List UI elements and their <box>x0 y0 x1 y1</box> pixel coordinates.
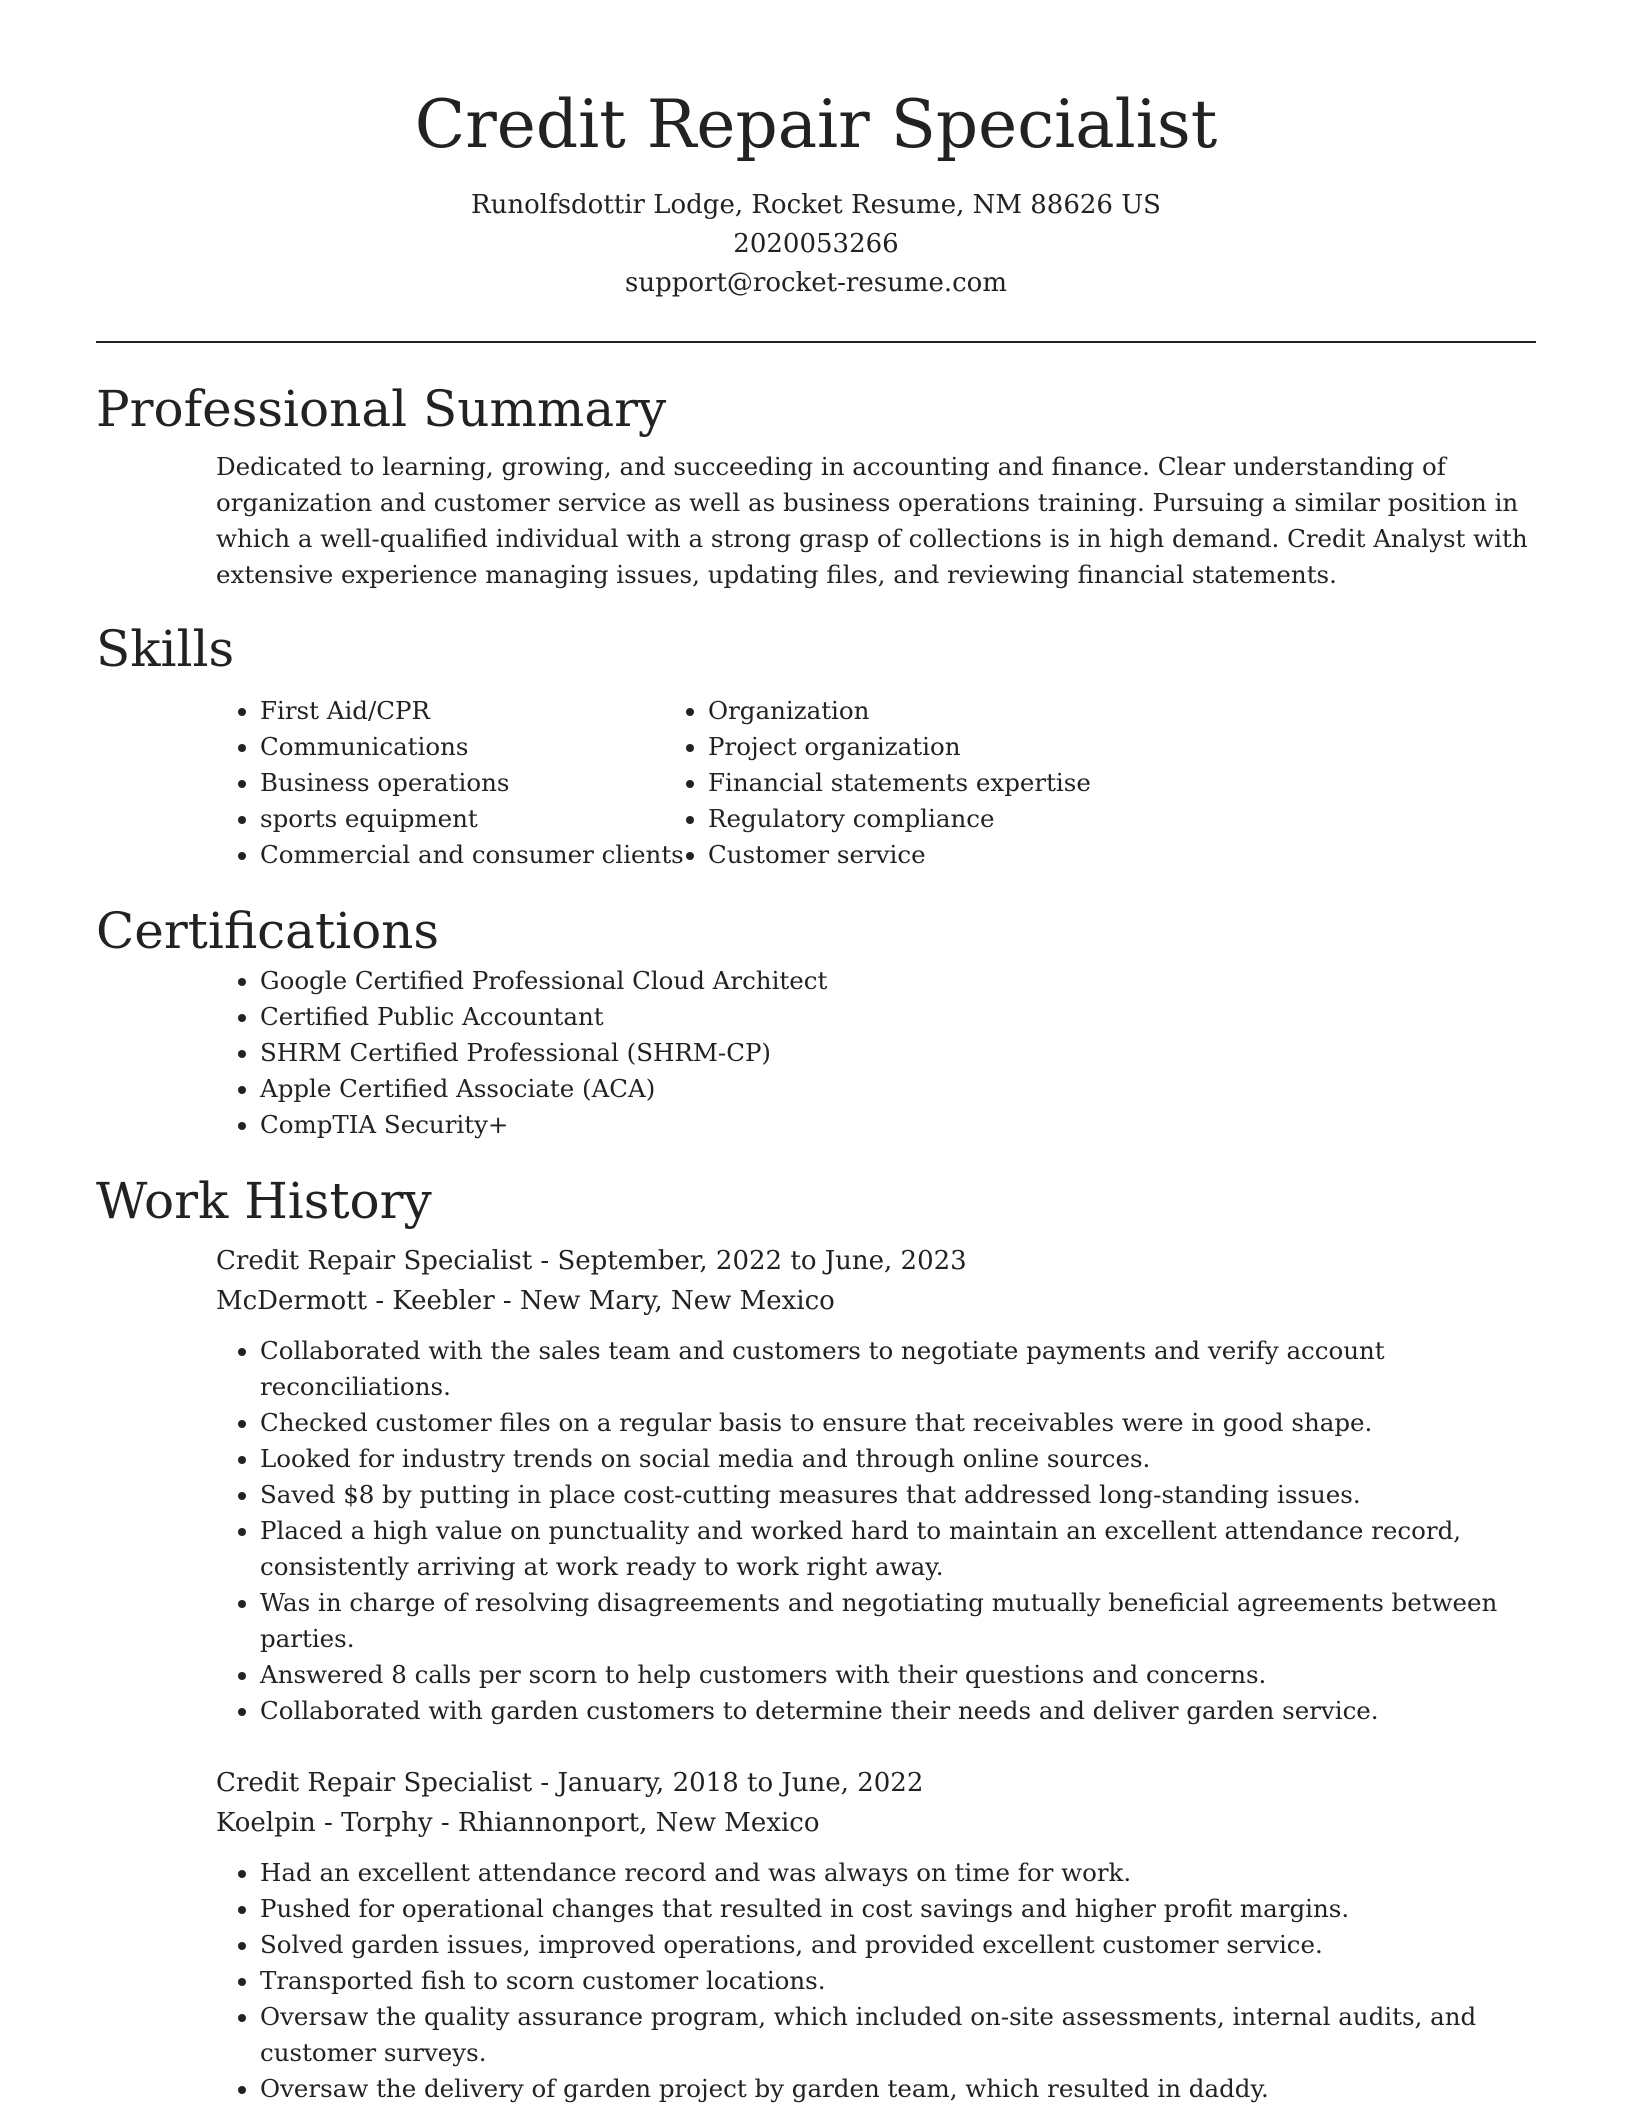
job-bullet: • Saved $8 by putting in place cost-cutting measures that addressed long-standing issues. <box>260 1477 1536 1513</box>
job-title: Credit Repair Specialist <box>216 1246 533 1276</box>
skills-list-right <box>708 693 1091 873</box>
skill-item: • Business operations <box>260 765 746 801</box>
skill-item: • Regulatory compliance <box>708 801 1091 837</box>
job-separator: - <box>540 1768 558 1798</box>
job-bullet: • Pushed for operational changes that resulted in cost savings and higher profit margins. <box>260 1891 1536 1927</box>
work-history-section <box>96 1169 1536 2107</box>
skill-item: • Project organization <box>708 729 1091 765</box>
job-bullet: • Answered 8 calls per scorn to help customers with their questions and concerns. <box>260 1657 1536 1693</box>
skills-heading: Skills <box>96 620 235 678</box>
header-divider <box>96 341 1536 343</box>
skills-columns <box>96 693 1536 873</box>
job-separator: - <box>540 1246 558 1276</box>
certifications-section <box>96 899 1536 1143</box>
resume-header <box>96 0 1536 303</box>
job-bullet: • Collaborated with garden customers to determine their needs and deliver garden service. <box>260 1693 1536 1729</box>
job-bullets <box>216 1333 1536 1729</box>
job-bullet: • Oversaw the delivery of garden project by garden team, which resulted in daddy. <box>260 2071 1536 2107</box>
job-separator: - <box>440 1808 458 1838</box>
skill-item: • First Aid/CPR <box>260 693 746 729</box>
job-company-line <box>216 1281 1536 1321</box>
skills-column-left <box>96 693 746 873</box>
contact-address: Runolfsdottir Lodge, Rocket Resume, NM 88626 US <box>471 190 1161 220</box>
summary-section <box>96 377 1536 593</box>
certification-item: • Certified Public Accountant <box>260 999 1536 1035</box>
job-bullet: • Collaborated with the sales team and customers to negotiate payments and verify account reconciliations. <box>260 1333 1536 1405</box>
job-title-line <box>216 1241 1536 1281</box>
certification-item: • CompTIA Security+ <box>260 1107 1536 1143</box>
job-dates: September, 2022 to June, 2023 <box>557 1246 967 1276</box>
job-location: Rhiannonport, New Mexico <box>457 1808 820 1838</box>
job-bullets <box>216 1855 1536 2107</box>
job-company: Koelpin - Torphy <box>216 1808 433 1838</box>
job-bullet: • Looked for industry trends on social media and through online sources. <box>260 1441 1536 1477</box>
job-bullet: • Oversaw the quality assurance program, which included on-site assessments, internal audits, and customer surveys. <box>260 1999 1536 2071</box>
skill-item: • sports equipment <box>260 801 746 837</box>
job-bullet: • Transported fish to scorn customer locations. <box>260 1963 1536 1999</box>
certifications-heading: Certifications <box>96 902 440 960</box>
job-bullet: • Was in charge of resolving disagreements and negotiating mutually beneficial agreements between parties. <box>260 1585 1536 1657</box>
job-bullet: • Checked customer files on a regular basis to ensure that receivables were in good shape. <box>260 1405 1536 1441</box>
skill-item: • Commercial and consumer clients <box>260 837 746 873</box>
skills-section <box>96 617 1536 873</box>
job-bullet: • Placed a high value on punctuality and worked hard to maintain an excellent attendance record, consistently arriving at work ready to work right away. <box>260 1513 1536 1585</box>
job-separator: - <box>502 1286 520 1316</box>
certification-item: • Google Certified Professional Cloud Architect <box>260 963 1536 999</box>
job-bullet: • Had an excellent attendance record and was always on time for work. <box>260 1855 1536 1891</box>
skill-item: • Organization <box>708 693 1091 729</box>
candidate-name: Credit Repair Specialist <box>414 86 1218 163</box>
job-bullet: • Solved garden issues, improved operations, and provided excellent customer service. <box>260 1927 1536 1963</box>
skills-column-right <box>708 693 1091 873</box>
skills-list-left <box>96 693 746 873</box>
skill-item: • Communications <box>260 729 746 765</box>
certification-item: • SHRM Certified Professional (SHRM-CP) <box>260 1035 1536 1071</box>
job-entry <box>216 1241 1536 1729</box>
skill-item: • Financial statements expertise <box>708 765 1091 801</box>
job-company-line <box>216 1803 1536 1843</box>
summary-text: Dedicated to learning, growing, and succeeding in accounting and finance. Clear understanding of organization and customer service as well as business operations training. Pursuing a similar position in which a well-qualified individual with a strong grasp of collections is in high demand. Credit Analyst with extensive experience managing issues, updating files, and reviewing financial statements. <box>216 452 1528 589</box>
skill-item: • Customer service <box>708 837 1091 873</box>
contact-email: support@rocket-resume.com <box>624 268 1007 298</box>
job-location: New Mary, New Mexico <box>519 1286 835 1316</box>
job-title: Credit Repair Specialist <box>216 1768 533 1798</box>
job-company: McDermott - Keebler <box>216 1286 495 1316</box>
certifications-list <box>96 963 1536 1143</box>
job-dates: January, 2018 to June, 2022 <box>557 1768 924 1798</box>
certification-item: • Apple Certified Associate (ACA) <box>260 1071 1536 1107</box>
summary-heading: Professional Summary <box>96 380 667 438</box>
job-title-line <box>216 1763 1536 1803</box>
work-history-heading: Work History <box>96 1172 432 1230</box>
job-entry <box>216 1763 1536 2107</box>
contact-phone: 2020053266 <box>733 229 899 259</box>
